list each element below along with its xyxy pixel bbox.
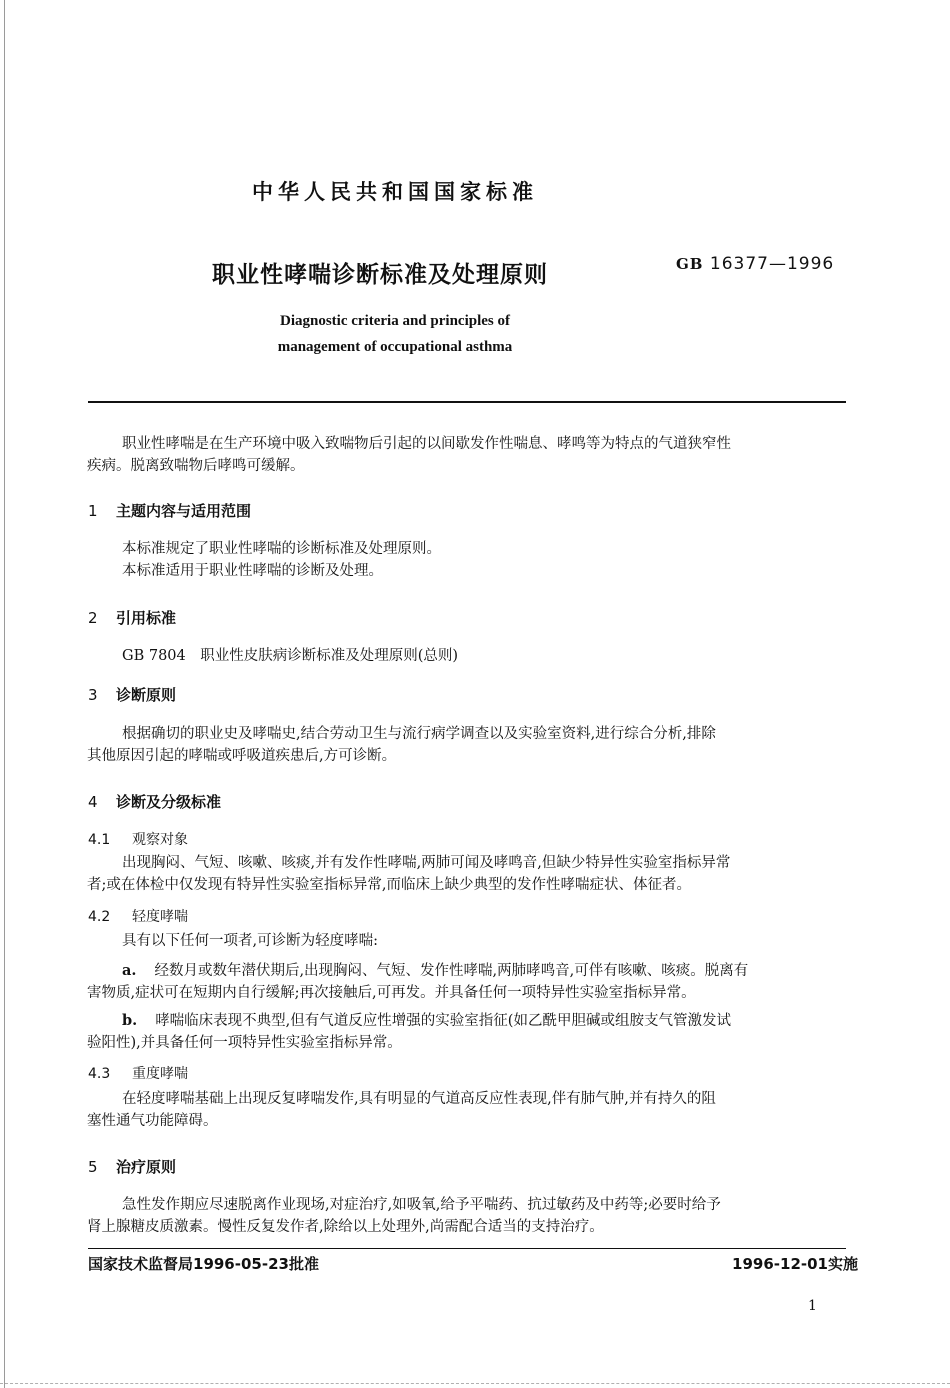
- scan-edge-line: [4, 0, 5, 1388]
- standard-number: [676, 254, 834, 274]
- section-number: 4: [88, 793, 98, 811]
- subsection-number: 4.1: [88, 832, 111, 848]
- referenced-standard: GB 7804 职业性皮肤病诊断标准及处理原则(总则): [122, 648, 459, 664]
- section-title: 诊断原则: [116, 686, 177, 704]
- section-number: 1: [88, 502, 98, 520]
- subsection-4-2-heading: [88, 906, 188, 926]
- list-item-a: [87, 960, 847, 982]
- footer-rule: [88, 1248, 846, 1249]
- section-5-heading: [88, 1156, 176, 1177]
- section-number: 5: [88, 1158, 98, 1176]
- english-title-line-1: Diagnostic criteria and principles of: [280, 313, 510, 329]
- page-number: 1: [808, 1298, 817, 1314]
- subsection-line: 出现胸闷、气短、咳嗽、咳痰,并有发作性哮喘,两肺可闻及哮鸣音,但缺少特异性实验室指标异常: [122, 855, 731, 871]
- section-line: 根据确切的职业史及哮喘史,结合劳动卫生与流行病学调查以及实验室资料,进行综合分析,排除: [122, 726, 716, 742]
- subsection-line: 在轻度哮喘基础上出现反复哮喘发作,具有明显的气道高反应性表现,伴有肺气肿,并有持久的阻: [122, 1091, 716, 1107]
- header-rule: [88, 401, 846, 403]
- subsection-4-3-heading: [88, 1063, 188, 1083]
- section-line: 本标准适用于职业性哮喘的诊断及处理。: [122, 563, 383, 579]
- subsection-line: 塞性通气功能障碍。: [87, 1113, 218, 1129]
- section-title: 主题内容与适用范围: [116, 502, 252, 520]
- scan-bottom-edge: [0, 1383, 950, 1385]
- standard-code: 16377—1996: [709, 254, 835, 274]
- section-line: 急性发作期应尽速脱离作业现场,对症治疗,如吸氧,给予平喘药、抗过敏药及中药等;必要时给予: [122, 1197, 721, 1213]
- item-text: 经数月或数年潜伏期后,出现胸闷、气短、发作性哮喘,两肺哮鸣音,可伴有咳嗽、咳痰。脱离有: [154, 963, 749, 979]
- subsection-number: 4.3: [88, 1066, 111, 1082]
- section-number: 3: [88, 686, 98, 704]
- section-3-body: [87, 723, 847, 767]
- section-title: 引用标准: [116, 609, 177, 627]
- item-label: a.: [122, 962, 137, 979]
- document-header: 中华人民共和国国家标准: [252, 180, 538, 204]
- list-item-b: [87, 1010, 847, 1032]
- document-title: 职业性哮喘诊断标准及处理原则: [212, 262, 548, 288]
- section-number: 2: [88, 609, 98, 627]
- subsection-title: 重度哮喘: [132, 1066, 188, 1082]
- section-line: 本标准规定了职业性哮喘的诊断标准及处理原则。: [122, 541, 441, 557]
- section-5-body: [87, 1194, 847, 1238]
- subsection-4-1-heading: [88, 829, 188, 849]
- subsection-number: 4.2: [88, 909, 111, 925]
- subsection-title: 观察对象: [132, 832, 188, 848]
- subsection-4-2-body: [87, 930, 847, 1054]
- section-title: 治疗原则: [116, 1158, 177, 1176]
- section-2-heading: [88, 607, 176, 628]
- english-title-line-2: management of occupational asthma: [277, 339, 513, 355]
- section-2-body: [87, 645, 847, 667]
- item-continuation: 害物质,症状可在短期内自行缓解;再次接触后,可再发。并具备任何一项特异性实验室指标异常。: [87, 985, 696, 1001]
- subsection-4-3-body: [87, 1088, 847, 1132]
- section-1-body: [87, 538, 847, 582]
- subsection-title: 轻度哮喘: [132, 909, 188, 925]
- implementation-date: 1996-12-01实施: [732, 1255, 858, 1273]
- approval-note: 国家技术监督局1996-05-23批准: [88, 1255, 319, 1273]
- section-line: 肾上腺糖皮质激素。慢性反复发作者,除给以上处理外,尚需配合适当的支持治疗。: [87, 1219, 604, 1235]
- subsection-intro: 具有以下任何一项者,可诊断为轻度哮喘:: [122, 933, 378, 949]
- item-text: 哮喘临床表现不典型,但有气道反应性增强的实验室指征(如乙酰甲胆碱或组胺支气管激发试: [155, 1013, 731, 1029]
- subsection-line: 者;或在体检中仅发现有特异性实验室指标异常,而临床上缺少典型的发作性哮喘症状、体征者。: [87, 877, 691, 893]
- section-1-heading: [88, 500, 251, 521]
- intro-line-2: 疾病。脱离致喘物后哮鸣可缓解。: [87, 458, 305, 474]
- section-line: 其他原因引起的哮喘或呼吸道疾患后,方可诊断。: [87, 748, 397, 764]
- section-title: 诊断及分级标准: [116, 793, 222, 811]
- section-4-heading: [88, 791, 221, 812]
- item-continuation: 验阳性),并具备任何一项特异性实验室指标异常。: [87, 1035, 402, 1051]
- intro-line-1: 职业性哮喘是在生产环境中吸入致喘物后引起的以间歇发作性喘息、哮鸣等为特点的气道狭窄性: [122, 436, 731, 452]
- intro-paragraph: [87, 433, 847, 477]
- item-label: b.: [122, 1012, 138, 1029]
- subsection-4-1-body: [87, 852, 847, 896]
- section-3-heading: [88, 684, 176, 705]
- standard-prefix: GB: [676, 255, 704, 273]
